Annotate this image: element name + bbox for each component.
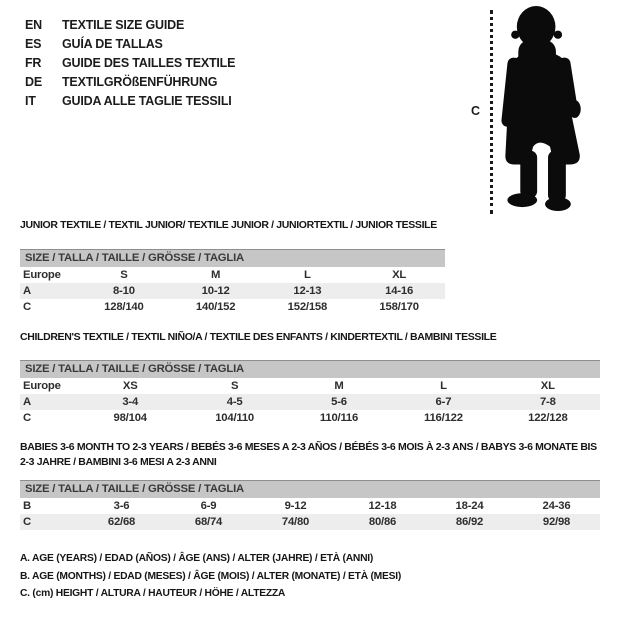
size-table-section: [20, 330, 600, 426]
size-cell: 122/128: [528, 412, 568, 424]
size-cell: 62/68: [107, 516, 136, 528]
size-cell: 6-9: [200, 500, 217, 512]
size-cell: 128/140: [104, 301, 144, 313]
size-header-bar: SIZE / TALLA / TAILLE / GRÖSSE / TAGLIA: [20, 249, 445, 267]
row-label: Europe: [23, 380, 61, 392]
language-row: [25, 35, 235, 54]
size-cell: 68/74: [194, 516, 223, 528]
language-row: [25, 54, 235, 73]
size-cell: XL: [540, 380, 555, 392]
size-cell: S: [230, 380, 239, 392]
table-row: [20, 283, 445, 299]
row-label: A: [23, 285, 31, 297]
language-row: [25, 16, 235, 35]
size-cell: L: [304, 269, 311, 281]
size-cell: 92/98: [542, 516, 571, 528]
child-figure: [460, 6, 615, 221]
size-cell: 10-12: [201, 285, 230, 297]
size-cell: 86/92: [455, 516, 484, 528]
language-code: ES: [25, 37, 42, 51]
size-cell: 18-24: [455, 500, 484, 512]
toddler-silhouette-icon: [498, 6, 603, 214]
row-label: C: [23, 301, 31, 313]
size-cell: 80/86: [368, 516, 397, 528]
table-row: [20, 514, 600, 530]
language-code: FR: [25, 56, 42, 70]
size-cell: 158/170: [379, 301, 419, 313]
language-code: IT: [25, 94, 36, 108]
size-table-section: [20, 440, 600, 530]
language-title: GUÍA DE TALLAS: [62, 37, 163, 51]
table-row: [20, 299, 445, 315]
row-label: B: [23, 500, 31, 512]
legend-notes: [20, 550, 401, 603]
size-cell: M: [334, 380, 344, 392]
row-label: C: [23, 412, 31, 424]
size-cell: 24-36: [542, 500, 571, 512]
table-title: BABIES 3-6 MONTH TO 2-3 YEARS / BEBÉS 3-6 MESES A 2-3 AÑOS / BÉBÉS 3-6 MOIS À 2-3 ANS / BABYS 3-6 MONATE BIS 2-3 JAHRE / BAMBINI 3-6 MESI A 2-3 ANNI: [20, 441, 597, 468]
language-title: TEXTILGRÖßENFÜHRUNG: [62, 75, 218, 89]
legend-note: A. AGE (YEARS) / EDAD (AÑOS) / ÂGE (ANS) / ALTER (JAHRE) / ETÀ (ANNI): [20, 553, 374, 564]
size-cell: 7-8: [539, 396, 556, 408]
table-row: [20, 410, 600, 426]
language-code: EN: [25, 18, 42, 32]
size-cell: M: [211, 269, 221, 281]
size-cell: 140/152: [195, 301, 236, 313]
language-title: GUIDA ALLE TAGLIE TESSILI: [62, 94, 232, 108]
measure-c-label: C: [471, 104, 481, 118]
legend-note: C. (cm) HEIGHT / ALTURA / HAUTEUR / HÖHE / ALTEZZA: [20, 588, 286, 599]
size-header-bar: SIZE / TALLA / TAILLE / GRÖSSE / TAGLIA: [20, 480, 600, 498]
table-row: [20, 267, 445, 283]
language-title: TEXTILE SIZE GUIDE: [62, 18, 185, 32]
size-cell: 5-6: [331, 396, 347, 408]
language-title: GUIDE DES TAILLES TEXTILE: [62, 56, 236, 70]
row-label: C: [23, 516, 31, 528]
size-cell: 12-13: [293, 285, 322, 297]
row-label: Europe: [23, 269, 61, 281]
size-cell: 12-18: [368, 500, 397, 512]
size-cell: 3-4: [122, 396, 139, 408]
size-cell: 104/110: [215, 412, 255, 424]
table-title: CHILDREN'S TEXTILE / TEXTIL NIÑO/A / TEXTILE DES ENFANTS / KINDERTEXTIL / BAMBINI TESSILE: [20, 331, 497, 343]
size-cell: XS: [122, 380, 138, 392]
size-cell: 98/104: [113, 412, 147, 424]
size-cell: XL: [392, 269, 407, 281]
size-cell: 110/116: [319, 412, 359, 424]
size-table-section: [20, 218, 445, 315]
size-cell: 14-16: [385, 285, 414, 297]
size-cell: L: [440, 380, 447, 392]
size-header-bar: SIZE / TALLA / TAILLE / GRÖSSE / TAGLIA: [20, 360, 600, 378]
size-cell: 4-5: [226, 396, 243, 408]
language-row: [25, 73, 235, 92]
table-title: JUNIOR TEXTILE / TEXTIL JUNIOR/ TEXTILE JUNIOR / JUNIORTEXTIL / JUNIOR TESSILE: [20, 219, 437, 231]
height-measure-line: [490, 10, 493, 214]
language-code: DE: [25, 75, 42, 89]
size-cell: 8-10: [112, 285, 135, 297]
size-cell: 6-7: [435, 396, 452, 408]
size-cell: 74/80: [281, 516, 310, 528]
legend-note: B. AGE (MONTHS) / EDAD (MESES) / ÂGE (MOIS) / ALTER (MONATE) / ETÀ (MESI): [20, 570, 402, 582]
table-row: [20, 394, 600, 410]
language-row: [25, 92, 235, 111]
size-cell: 3-6: [113, 500, 130, 512]
size-cell: S: [120, 269, 128, 281]
size-cell: 152/158: [287, 301, 328, 313]
row-label: A: [23, 396, 31, 408]
language-title-list: [25, 16, 235, 111]
table-row: [20, 498, 600, 514]
table-row: [20, 378, 600, 394]
size-cell: 9-12: [284, 500, 307, 512]
size-cell: 116/122: [424, 412, 463, 424]
